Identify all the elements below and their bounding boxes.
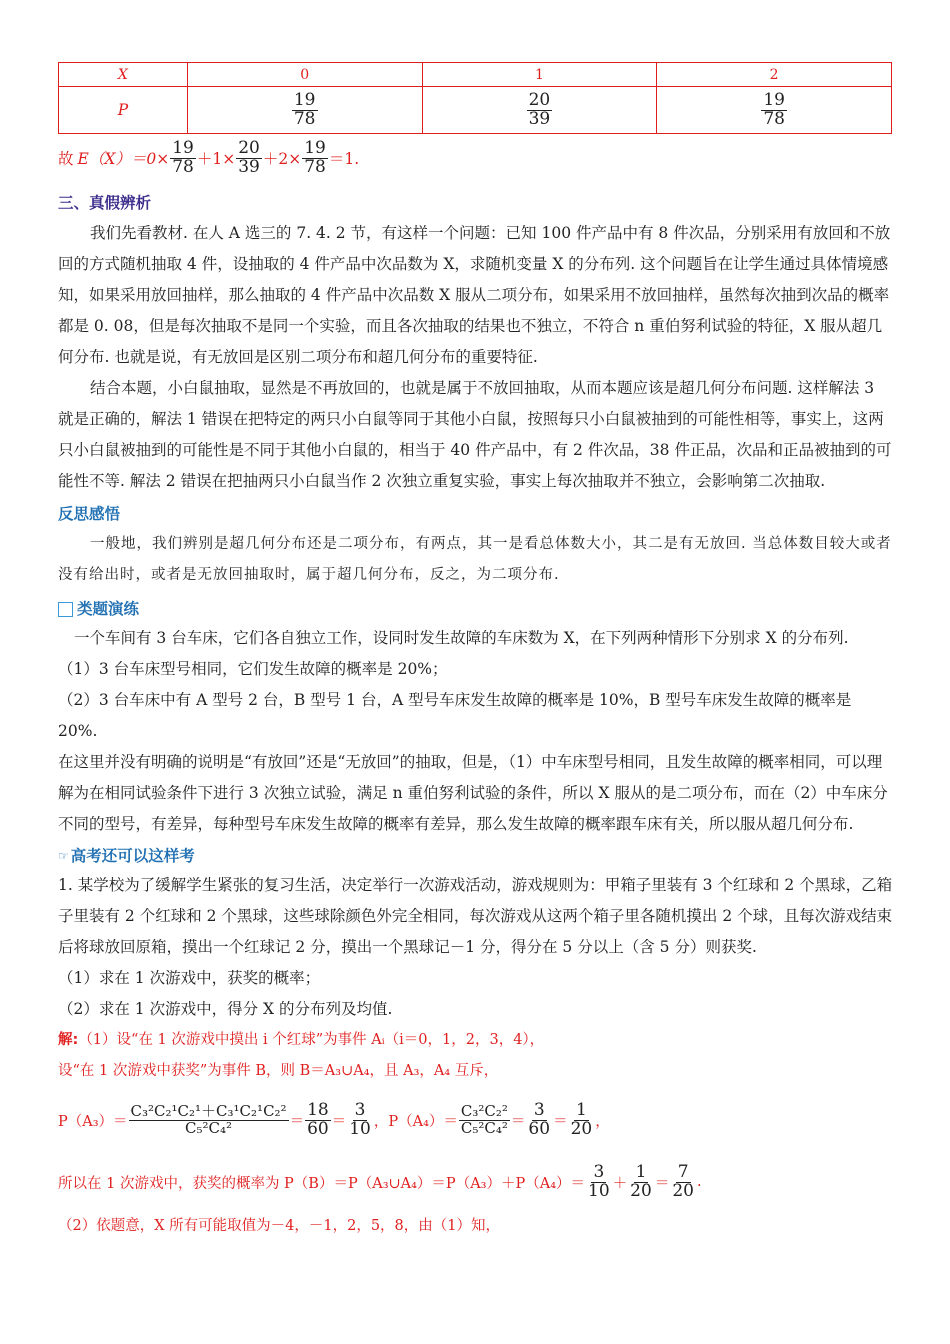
solution-line: （2）依题意，X 所有可能取值为－4，－1，2，5，8，由（1）知， [58,1218,501,1234]
paragraph: 我们先看教材. 在人 A 选三的 7. 4. 2 节，有这样一个问题：已知 100 件产品中有 8 件次品，分别采用有放回和不放回的方式随机抽取 4 件，设抽取的 4 件产品中次品数为 X，求随机变量 X 的分布列. 这个问题旨在让学生通过具体情境感知，如果采用放回抽样，那么抽取的 4 件产品中次品数 X 服从二项分布，如果采用不放回抽样，虽然每次抽到次品的概率都是 0. 08，但是每次抽取不是同一个实验，而且各次抽取的结果也不独立，不符合 n 重伯努利试验的特征，X 服从超几何分布. 也就是说，有无放回是区别二项分布和超几何分布的重要特征. [58,224,891,366]
reflection-text: 一般地，我们辨别是超几何分布还是二项分布，有两点，其一是看总体数大小，其二是有无放回. 当总体数目较大或者没有给出时，或者是无放回抽取时，属于超几何分布，反之，为二项分布. [58,536,892,583]
exam-q1: （1）求在 1 次游戏中，获奖的概率； [58,969,321,987]
pointing-hand-icon: ☞ [58,849,69,863]
table-header-cell: 1 [422,63,657,87]
exam-title: ☞ 高考还可以这样考 [58,842,894,870]
checkbox-icon [58,602,73,617]
award-probability: 所以在 1 次游戏中，获奖的概率为 P（B）＝P（A₃∪A₄）＝P（A₃）＋P（A₄）＝ $\frac{3}{10}$ ＋ $\frac{1}{20}$ ＝ $\frac{7}{20}$ . [58,1161,702,1201]
distribution-table [58,62,892,134]
table-header-cell: 0 [187,63,422,87]
practice-intro: 一个车间有 3 台车床，它们各自独立工作，设同时发生故障的车床数为 X，在下列两种情形下分别求 X 的分布列. [74,629,849,647]
section-title: 三、真假辨析 [58,194,152,212]
table-cell: $\frac{19}{78}$ [187,87,422,134]
table-prob-row [59,87,892,134]
table-cell: $\frac{19}{78}$ [657,87,892,134]
table-row-label: P [59,87,188,134]
paragraph: 结合本题，小白鼠抽取，显然是不再放回的，也就是属于不放回抽取，从而本题应该是超几何分布问题. 这样解法 3 就是正确的，解法 1 错误在把特定的两只小白鼠等同于其他小白鼠，按照每只小白鼠被抽到的可能性相等，事实上，这两只小白鼠被抽到的可能性是不同于其他小白鼠的，相当于 40 件产品中，有 2 件次品，38 件正品，次品和正品被抽到的可能性不等. 解法 2 错误在把抽两只小白鼠当作 2 次独立重复实验，事实上每次抽取并不独立，会影响第二次抽取. [58,379,892,490]
solution-line: （1）设“在 1 次游戏中摸出 i 个红球”为事件 Aᵢ（i＝0，1，2，3，4）， [78,1032,545,1048]
solution-label: 解: [58,1032,79,1048]
reflection-title: 反思感悟 [58,505,121,523]
exam-q2: （2）求在 1 次游戏中，得分 X 的分布列及均值. [58,1000,393,1018]
document-page [58,62,894,1242]
practice-title: 类题演练 [58,595,894,623]
practice-analysis: 在这里并没有明确的说明是“有放回”还是“无放回”的抽取，但是，（1）中车床型号相同，且发生故障的概率相同，可以理解为在相同试验条件下进行 3 次独立试验，满足 n 重伯努利试验的条件，所以 X 服从的是二项分布，而在（2）中车床分不同的型号，有差异，每种型号车床发生故障的概率有差异，那么发生故障的概率跟车床有关，所以服从超几何分布. [58,753,888,833]
probability-formula: P（A₃）＝ $\frac{\text{C₃²C₂¹C₂¹＋C₃¹C₂¹C₂²}}{\text{C₅²C₄²}}$ ＝ $\frac{18}{60}$ ＝ $\frac{3}{10}$ ，P（A₄）＝ $\frac{\text{C₃²C₂²}}{\text{C₅²C₄²}}$ ＝ $\frac{3}{60}$ ＝ $\frac{1}{20}$ ， [58,1099,610,1139]
table-header-cell: 2 [657,63,892,87]
table-header-row [59,63,892,87]
practice-q2: （2）3 台车床中有 A 型号 2 台，B 型号 1 台，A 型号车床发生故障的概率是 10%，B 型号车床发生故障的概率是 20%. [58,691,852,740]
table-cell: $\frac{20}{39}$ [422,87,657,134]
expectation-formula: 故 E（X）＝0× $\frac{19}{78}$ ＋1× $\frac{20}{39}$ ＋2× $\frac{19}{78}$ ＝1. [58,137,360,177]
practice-q1: （1）3 台车床型号相同，它们发生故障的概率是 20%； [58,660,448,678]
exam-problem: 1. 某学校为了缓解学生紧张的复习生活，决定举行一次游戏活动，游戏规则为：甲箱子里装有 3 个红球和 2 个黑球，乙箱子里装有 2 个红球和 2 个黑球，这些球除颜色外完全相同，每次游戏从这两个箱子里各随机摸出 2 个球，且每次游戏结束后将球放回原箱，摸出一个红球记 2 分，摸出一个黑球记－1 分，得分在 5 分以上（含 5 分）则获奖. [58,876,893,956]
solution-line: 设“在 1 次游戏中获奖”为事件 B，则 B＝A₃∪A₄，且 A₃，A₄ 互斥， [58,1063,499,1079]
solution-block [58,1025,894,1242]
table-header-cell: X [59,63,188,87]
